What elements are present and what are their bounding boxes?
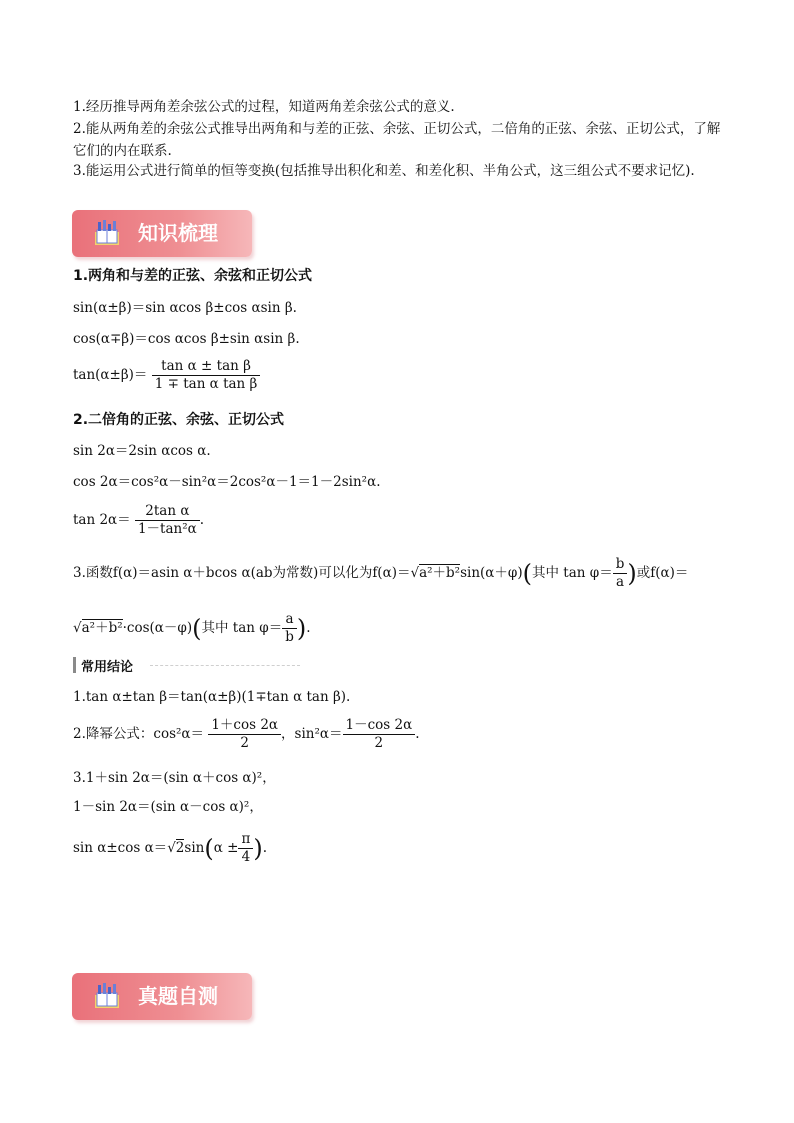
sin-square-numerator: 1－cos 2α: [343, 717, 416, 735]
sqrt-sign: √: [167, 840, 176, 856]
knowledge-banner-title: 知识梳理: [138, 221, 218, 245]
sqrt-sign: √: [73, 620, 82, 636]
sin-square-fraction: [343, 717, 416, 752]
pi-numerator: π: [238, 831, 253, 849]
tan-double-fraction: [135, 503, 200, 538]
tan-double-denominator: 1－tan²α: [137, 521, 197, 537]
tan-sum-denominator: 1 ∓ tan α tan β: [154, 376, 258, 392]
cos-double-formula: cos 2α＝cos²α－sin²α＝2cos²α－1＝1－2sin²α.: [73, 474, 381, 490]
sin-double-formula: sin 2α＝2sin αcos α.: [73, 443, 211, 459]
objective-2: 2.能从两角差的余弦公式推导出两角和与差的正弦、余弦、正切公式，二倍角的正弦、余弦、正切公式，了解它们的内在联系.: [73, 121, 721, 159]
cos-square-denominator: 2: [240, 735, 249, 751]
conclusion-2-mid: ，sin²α＝: [281, 726, 343, 742]
tan-sum-numerator: tan α ± tan β: [152, 358, 261, 376]
aux-line2-numerator: a: [282, 611, 297, 629]
tan-sum-formula: [73, 358, 260, 393]
cos-sum-formula: cos(α∓β)＝cos αcos β±sin αsin β.: [73, 331, 300, 347]
aux-line2-cos: ·cos(α－φ): [122, 620, 193, 636]
knowledge-banner: [72, 210, 252, 257]
auxiliary-angle-line2: √a²＋b²·cos(α－φ)(其中 tan φ＝ $\frac{a}{b}$ ).: [73, 611, 311, 645]
conclusions-divider: [150, 665, 300, 666]
aux-line2-denominator: b: [285, 629, 294, 645]
conclusion-3: 3.1＋sin 2α＝(sin α＋cos α)²，: [73, 770, 276, 786]
book-icon: [92, 218, 122, 248]
tan-double-lhs: tan 2α＝: [73, 512, 131, 528]
tan-double-formula: tan 2α＝ $\frac{\text{2tan α}}{\text{1－tan²α}}$ .: [73, 503, 205, 537]
conclusion-4: 1－sin 2α＝(sin α－cos α)²，: [73, 799, 263, 815]
section1-title: 1.两角和与差的正弦、余弦和正切公式: [73, 268, 313, 284]
conclusion-5-radicand: 2: [175, 840, 185, 856]
tan-double-numerator: 2tan α: [135, 503, 200, 521]
objective-3: 3.能运用公式进行简单的恒等变换(包括推导出积化和差、和差化积、半角公式，这三组公式不要求记忆).: [73, 163, 695, 179]
aux-line1-sin: sin(α＋φ): [460, 565, 523, 581]
cos-square-fraction: [208, 717, 281, 752]
aux-line1-or: 或f(α)＝: [636, 565, 689, 581]
exam-banner: [72, 973, 252, 1020]
aux-line2-radicand: a²＋b²: [81, 620, 123, 636]
pi-over-four-fraction: [238, 831, 253, 866]
aux-line2-fraction: [282, 611, 297, 646]
tan-sum-fraction: [152, 358, 261, 393]
aux-line1-denominator: a: [616, 574, 625, 590]
sin-sum-formula: sin(α±β)＝sin αcos β±cos αsin β.: [73, 300, 297, 316]
conclusion-2-lead: 2.降幂公式：cos²α＝: [73, 726, 205, 742]
conclusions-label: 常用结论: [81, 660, 134, 675]
exam-banner-title: 真题自测: [138, 984, 218, 1008]
cos-square-numerator: 1＋cos 2α: [208, 717, 281, 735]
four-denominator: 4: [241, 849, 251, 865]
conclusion-2: 2.降幂公式：cos²α＝ $\frac{1+\cos 2\alpha}{2}$ ，sin²α＝ $\frac{1-\cos 2\alpha}{2}$ .: [73, 717, 420, 751]
conclusion-5-lead: sin α±cos α＝: [73, 840, 168, 856]
tan-sum-lhs: tan(α±β)＝: [73, 367, 148, 383]
book-icon: [92, 981, 122, 1011]
aux-line1-where: 其中 tan φ＝: [532, 565, 613, 581]
objective-1: 1.经历推导两角差余弦公式的过程，知道两角差余弦公式的意义.: [73, 99, 455, 115]
aux-line1-numerator: b: [613, 556, 628, 574]
aux-line2-where: 其中 tan φ＝: [201, 620, 283, 636]
conclusion-5-alpha: α ±: [213, 840, 239, 856]
aux-line1-text: 3.函数f(α)＝asin α＋bcos α(ab为常数)可以化为f(α)＝: [73, 565, 411, 581]
aux-line1-fraction: [613, 556, 628, 591]
sin-square-denominator: 2: [374, 735, 384, 751]
conclusion-1: 1.tan α±tan β＝tan(α±β)(1∓tan α tan β).: [73, 689, 351, 705]
conclusion-5: sin α±cos α＝√2sin(α ± $\frac{\pi}{4}$ ).: [73, 831, 267, 865]
aux-line1-radicand: a²＋b²: [419, 565, 461, 581]
section2-title: 2.二倍角的正弦、余弦、正切公式: [73, 412, 285, 428]
conclusion-5-sin: sin: [184, 840, 205, 856]
sqrt-sign: √: [410, 565, 420, 581]
auxiliary-angle-line1: 3.函数f(α)＝asin α＋bcos α(ab为常数)可以化为f(α)＝√a²＋b²sin(α＋φ)(其中 tan φ＝ $\frac{b}{a}$ )或f(α)＝: [73, 556, 689, 590]
conclusions-marker: [73, 657, 76, 673]
